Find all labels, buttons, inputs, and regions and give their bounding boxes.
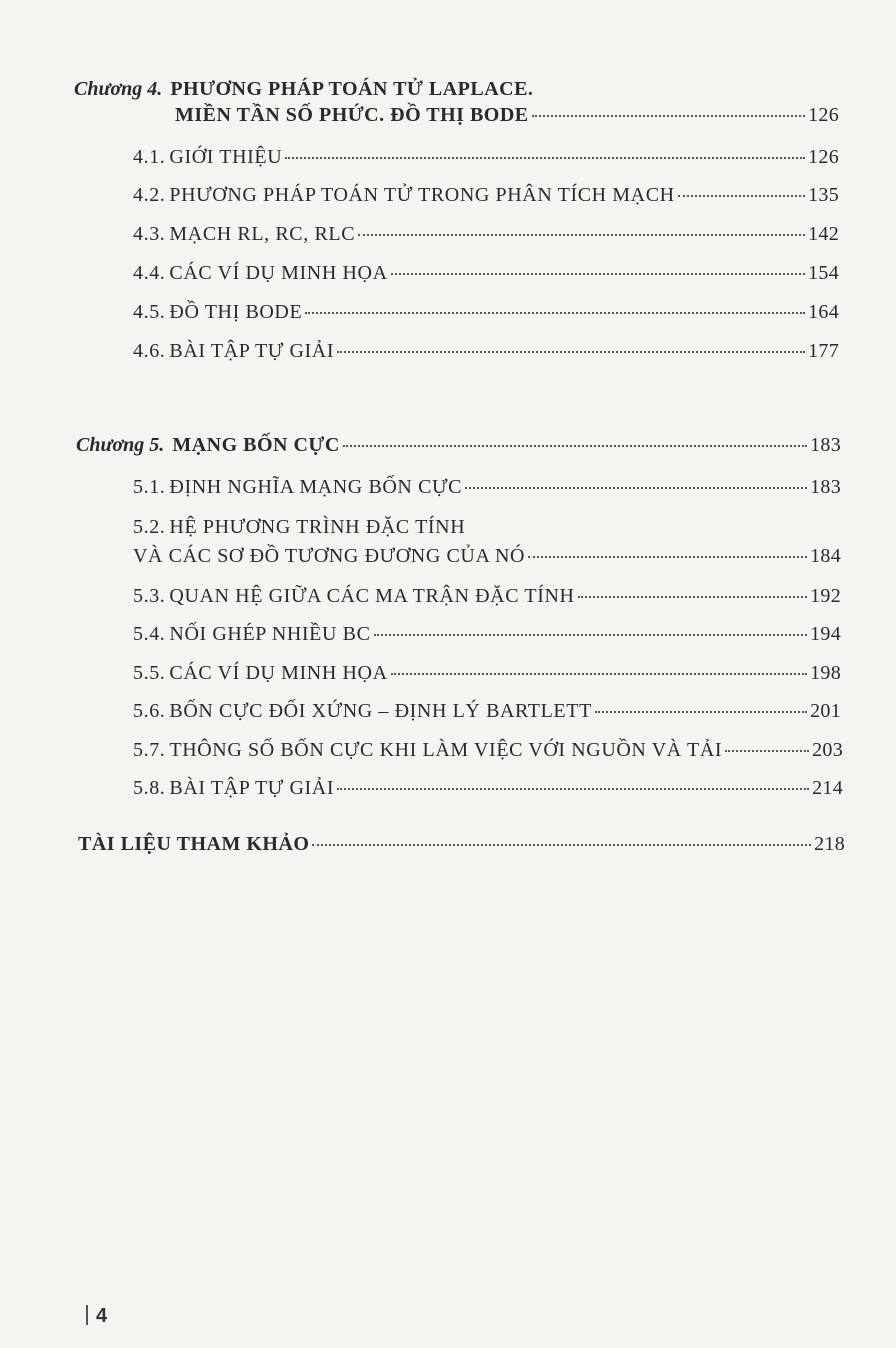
section-page: 198 xyxy=(810,662,841,684)
references-page: 218 xyxy=(814,833,845,855)
toc-entry-5-8 xyxy=(133,777,843,800)
section-number: 5.6. xyxy=(133,700,166,722)
section-page: 177 xyxy=(808,340,839,362)
section-page: 183 xyxy=(810,476,841,498)
toc-entry-5-4 xyxy=(133,623,841,646)
section-title: BÀI TẬP TỰ GIẢI xyxy=(169,340,335,362)
section-number: 5.4. xyxy=(133,623,166,645)
leader-dots xyxy=(532,115,805,117)
page-number xyxy=(86,1305,107,1328)
section-title: THÔNG SỐ BỐN CỰC KHI LÀM VIỆC VỚI NGUỒN VÀ TẢI xyxy=(169,739,723,761)
leader-dots xyxy=(391,273,805,275)
toc-entry-4-4 xyxy=(133,262,839,285)
section-number: 5.5. xyxy=(133,662,166,684)
section-page: 135 xyxy=(808,184,839,206)
toc-entry-5-5 xyxy=(133,662,841,685)
section-title: QUAN HỆ GIỮA CÁC MA TRẬN ĐẶC TÍNH xyxy=(169,585,575,607)
page-number-value: 4 xyxy=(96,1305,108,1327)
leader-dots xyxy=(358,234,805,236)
chapter-5-heading xyxy=(76,434,841,457)
chapter-5-title: MẠNG BỐN CỰC xyxy=(172,434,340,456)
toc-entry-5-3 xyxy=(133,585,841,608)
section-page: 203 xyxy=(812,739,843,761)
section-number: 5.8. xyxy=(133,777,166,799)
chapter-4-title-line2: MIỀN TẦN SỐ PHỨC. ĐỒ THỊ BODE xyxy=(175,104,529,126)
leader-dots xyxy=(391,673,807,675)
section-page: 214 xyxy=(812,777,843,799)
section-number: 4.1. xyxy=(133,146,166,168)
leader-dots xyxy=(305,312,805,314)
chapter-5-label: Chương 5. xyxy=(76,434,165,456)
section-number: 5.1. xyxy=(133,476,166,498)
leader-dots xyxy=(312,844,811,846)
chapter-4-heading-line2 xyxy=(175,104,839,127)
chapter-4-label: Chương 4. xyxy=(74,78,163,100)
section-page: 126 xyxy=(808,146,839,168)
section-number: 4.6. xyxy=(133,340,166,362)
toc-entry-5-1 xyxy=(133,476,841,499)
section-title: MẠCH RL, RC, RLC xyxy=(169,223,356,245)
section-number: 4.5. xyxy=(133,301,166,323)
page-number-bar xyxy=(86,1305,88,1325)
chapter-4-title-line1: PHƯƠNG PHÁP TOÁN TỬ LAPLACE. xyxy=(170,78,534,100)
section-title: GIỚI THIỆU xyxy=(169,146,283,168)
leader-dots xyxy=(725,750,809,752)
leader-dots xyxy=(374,634,808,636)
section-title: PHƯƠNG PHÁP TOÁN TỬ TRONG PHÂN TÍCH MẠCH xyxy=(169,184,675,206)
chapter-4-heading-line1 xyxy=(74,78,533,101)
references-title: TÀI LIỆU THAM KHẢO xyxy=(78,833,310,855)
leader-dots xyxy=(285,157,805,159)
toc-entry-4-6 xyxy=(133,340,839,363)
toc-entry-4-5 xyxy=(133,301,839,324)
section-title: ĐỊNH NGHĨA MẠNG BỐN CỰC xyxy=(169,476,463,498)
toc-entry-references xyxy=(78,833,845,856)
section-title: BỐN CỰC ĐỐI XỨNG – ĐỊNH LÝ BARTLETT xyxy=(169,700,592,722)
toc-entry-5-2 xyxy=(133,545,841,568)
section-title: NỐI GHÉP NHIỀU BC xyxy=(169,623,371,645)
leader-dots xyxy=(337,788,809,790)
section-number: 4.4. xyxy=(133,262,166,284)
leader-dots xyxy=(528,556,807,558)
section-title: CÁC VÍ DỤ MINH HỌA xyxy=(169,662,388,684)
leader-dots xyxy=(337,351,805,353)
leader-dots xyxy=(595,711,807,713)
leader-dots xyxy=(465,487,807,489)
section-page: 142 xyxy=(808,223,839,245)
section-number: 5.2. xyxy=(133,516,166,538)
section-number: 4.3. xyxy=(133,223,166,245)
section-page: 184 xyxy=(810,545,841,567)
leader-dots xyxy=(343,445,807,447)
section-title: VÀ CÁC SƠ ĐỒ TƯƠNG ĐƯƠNG CỦA NÓ xyxy=(133,545,526,567)
section-title: CÁC VÍ DỤ MINH HỌA xyxy=(169,262,388,284)
section-page: 194 xyxy=(810,623,841,645)
leader-dots xyxy=(578,596,808,598)
section-page: 192 xyxy=(810,585,841,607)
section-page: 164 xyxy=(808,301,839,323)
section-title: ĐỒ THỊ BODE xyxy=(169,301,303,323)
toc-entry-5-7 xyxy=(133,739,843,762)
section-number: 5.3. xyxy=(133,585,166,607)
section-number: 4.2. xyxy=(133,184,166,206)
chapter-5-page: 183 xyxy=(810,434,841,456)
toc-entry-4-3 xyxy=(133,223,839,246)
section-title-line1: HỆ PHƯƠNG TRÌNH ĐẶC TÍNH xyxy=(169,516,466,538)
chapter-4-page: 126 xyxy=(808,104,839,126)
toc-entry-5-6 xyxy=(133,700,841,723)
section-page: 154 xyxy=(808,262,839,284)
leader-dots xyxy=(678,195,805,197)
section-page: 201 xyxy=(810,700,841,722)
toc-entry-4-1 xyxy=(133,146,839,169)
toc-entry-4-2 xyxy=(133,184,839,207)
section-title: BÀI TẬP TỰ GIẢI xyxy=(169,777,335,799)
section-number: 5.7. xyxy=(133,739,166,761)
toc-entry-5-2-line1 xyxy=(133,516,465,539)
